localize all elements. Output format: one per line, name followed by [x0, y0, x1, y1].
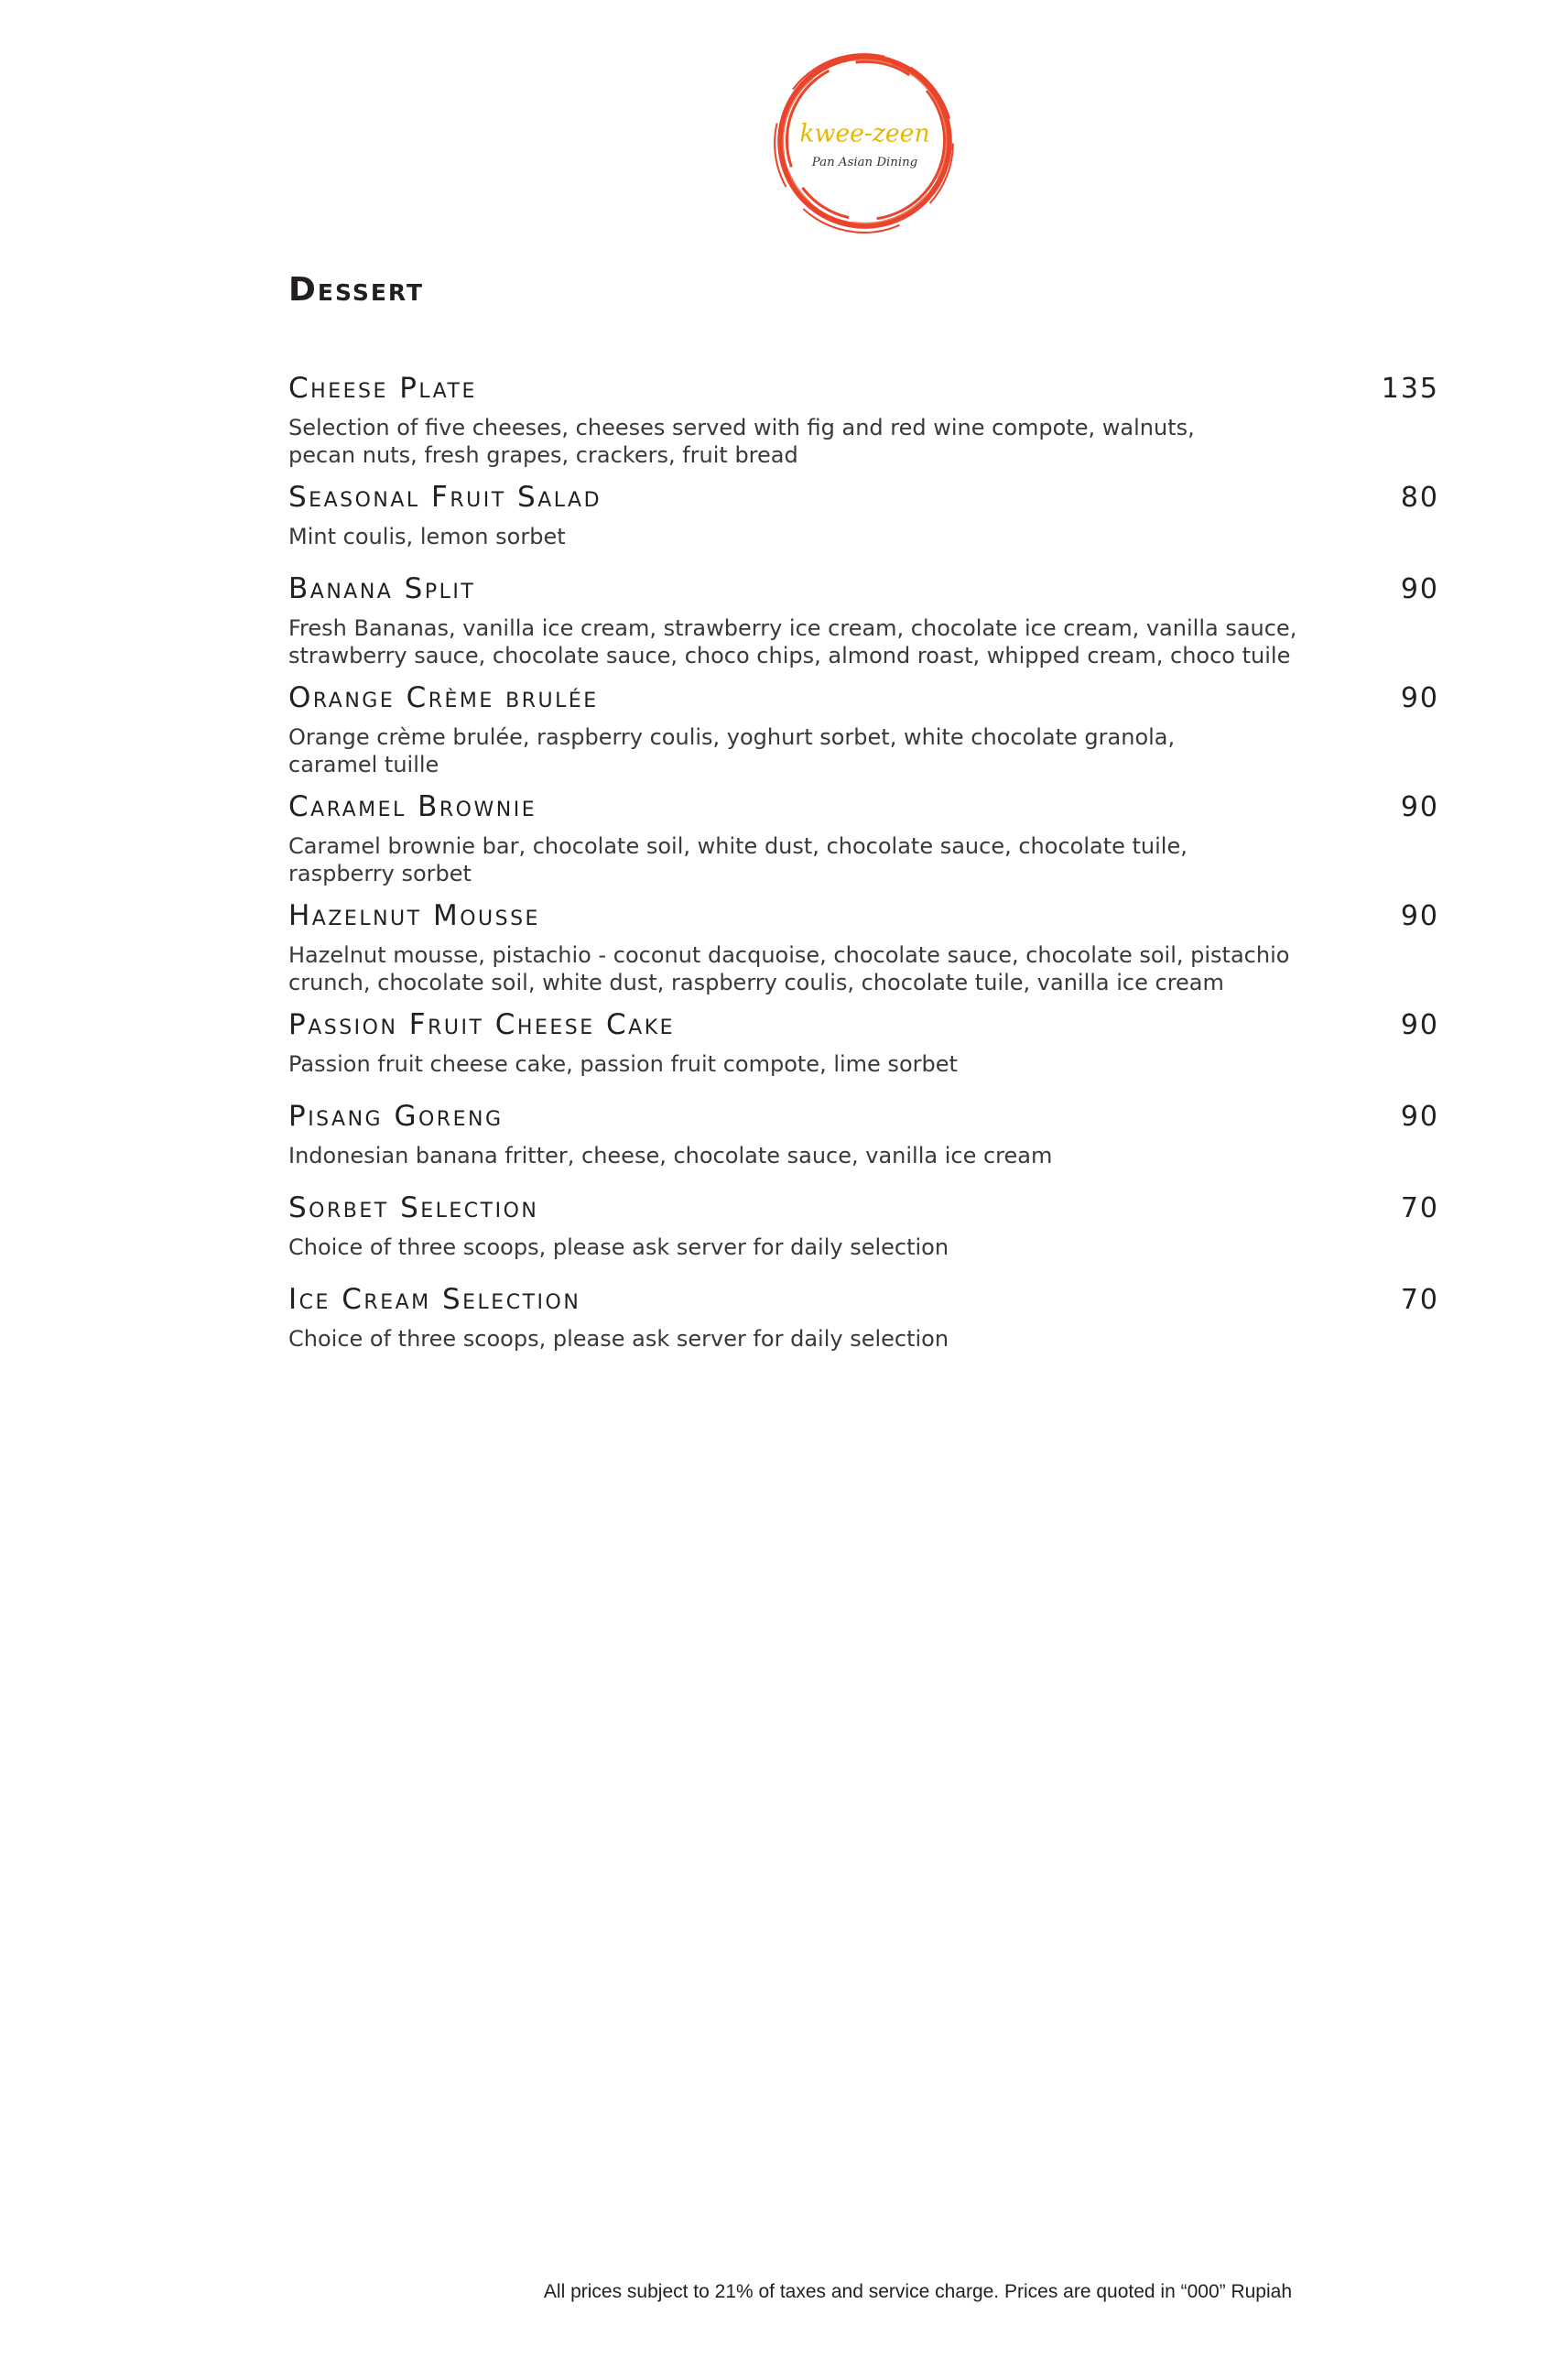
item-description: Indonesian banana fritter, cheese, chocolate sauce, vanilla ice cream	[288, 1143, 1053, 1168]
item-name: Orange Crème brulée	[288, 681, 599, 714]
price-disclaimer: All prices subject to 21% of taxes and service charge. Prices are quoted in “000” Rupiah	[543, 2281, 1292, 2302]
item-price: 90	[1400, 1101, 1439, 1133]
item-price: 135	[1381, 373, 1439, 405]
item-description: Passion fruit cheese cake, passion fruit compote, lime sorbet	[288, 1051, 958, 1077]
item-price: 80	[1400, 482, 1439, 514]
restaurant-logo	[771, 48, 959, 235]
menu-item	[288, 566, 1439, 675]
item-description: Orange crème brulée, raspberry coulis, yoghurt sorbet, white chocolate granola, caramel tuille	[288, 724, 1176, 777]
item-price: 90	[1400, 791, 1439, 823]
item-name: Caramel Brownie	[288, 790, 537, 823]
item-name: Cheese Plate	[288, 372, 477, 405]
item-price: 90	[1400, 573, 1439, 605]
menu-item	[288, 1002, 1439, 1093]
item-description: Choice of three scoops, please ask server for daily selection	[288, 1234, 949, 1260]
menu-item	[288, 893, 1439, 1002]
menu-item	[288, 1093, 1439, 1185]
logo-wordmark: kwee-zeen	[799, 119, 930, 148]
item-name: Seasonal Fruit Salad	[288, 481, 602, 514]
item-description: Choice of three scoops, please ask server for daily selection	[288, 1326, 949, 1352]
menu-item	[288, 784, 1439, 893]
item-description: Caramel brownie bar, chocolate soil, white dust, chocolate sauce, chocolate tuile, raspberry sorbet	[288, 833, 1188, 886]
menu-item	[288, 474, 1439, 566]
item-description: Hazelnut mousse, pistachio - coconut dacquoise, chocolate sauce, chocolate soil, pistachio crunch, chocolate soil, white dust, raspberry coulis, chocolate tuile, vanilla ice cream	[288, 942, 1290, 995]
item-name: Sorbet Selection	[288, 1191, 539, 1224]
dessert-menu	[288, 365, 1439, 1368]
item-price: 90	[1400, 1009, 1439, 1041]
menu-item	[288, 365, 1439, 474]
item-description: Mint coulis, lemon sorbet	[288, 524, 566, 549]
section-title: Dessert	[288, 271, 425, 309]
item-description: Selection of five cheeses, cheeses served with fig and red wine compote, walnuts, pecan nuts, fresh grapes, crackers, fruit bread	[288, 415, 1195, 468]
item-name: Hazelnut Mousse	[288, 899, 540, 932]
item-price: 90	[1400, 682, 1439, 714]
logo-tagline: Pan Asian Dining	[811, 156, 918, 170]
item-price: 90	[1400, 900, 1439, 932]
menu-item	[288, 1185, 1439, 1277]
item-name: Pisang Goreng	[288, 1100, 504, 1133]
item-name: Banana Split	[288, 572, 476, 605]
item-price: 70	[1400, 1284, 1439, 1316]
item-name: Passion Fruit Cheese Cake	[288, 1008, 676, 1041]
item-name: Ice Cream Selection	[288, 1283, 581, 1316]
logo-emblem	[771, 48, 959, 235]
item-price: 70	[1400, 1192, 1439, 1224]
menu-item	[288, 1277, 1439, 1368]
menu-item	[288, 675, 1439, 784]
item-description: Fresh Bananas, vanilla ice cream, strawberry ice cream, chocolate ice cream, vanilla sauce, strawberry sauce, chocolate sauce, choco chips, almond roast, whipped cream, choco tuile	[288, 615, 1297, 668]
